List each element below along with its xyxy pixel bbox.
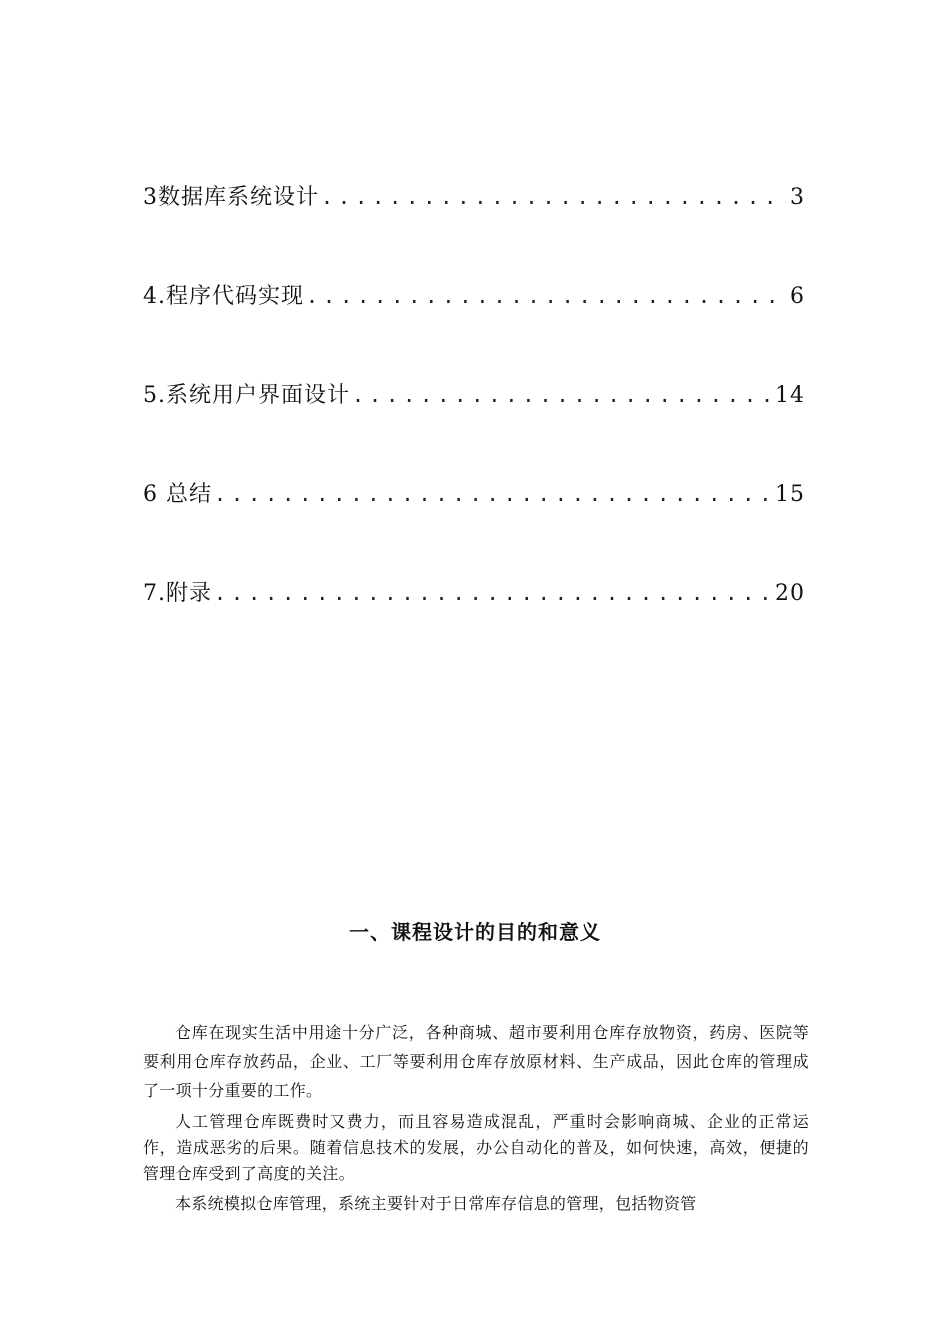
body-text	[143, 1018, 809, 1221]
toc-entry-label: 3数据库系统设计	[143, 185, 319, 210]
body-paragraph: 仓库在现实生活中用途十分广泛，各种商城、超市要利用仓库存放物资，药房、医院等要利用仓库存放药品，企业、工厂等要利用仓库存放原材料、生产成品，因此仓库的管理成了一项十分重要的工作。	[143, 1023, 809, 1100]
toc-dot-leader	[352, 383, 771, 407]
toc-entry-page-number: 3	[790, 185, 805, 210]
toc-entry-page-number: 6	[790, 284, 805, 309]
toc-entry-label: 4.程序代码实现	[143, 284, 304, 309]
toc-entry-page-number: 14	[775, 383, 805, 408]
toc-entry-ui-design[interactable]	[143, 378, 805, 423]
toc-entry-appendix[interactable]	[143, 576, 805, 621]
toc-dot-leader	[214, 482, 771, 506]
toc-dot-leader	[306, 284, 786, 308]
section-heading: 一、课程设计的目的和意义	[349, 920, 601, 944]
toc-entry-label: 7.附录	[143, 581, 212, 606]
toc-dot-leader	[214, 581, 771, 605]
toc-entry-page-number: 20	[775, 581, 805, 606]
toc-entry-database-design[interactable]	[143, 180, 805, 225]
body-paragraph: 本系统模拟仓库管理，系统主要针对于日常库存信息的管理，包括物资管	[175, 1194, 697, 1213]
body-paragraph: 人工管理仓库既费时又费力，而且容易造成混乱，严重时会影响商城、企业的正常运作，造成恶劣的后果。随着信息技术的发展，办公自动化的普及，如何快速，高效，便捷的管理仓库受到了高度的关注。	[143, 1112, 809, 1183]
toc-entry-page-number: 15	[775, 482, 805, 507]
toc-dot-leader	[321, 185, 786, 209]
toc-entry-code-implementation[interactable]	[143, 279, 805, 324]
table-of-contents	[143, 180, 805, 675]
toc-entry-summary[interactable]	[143, 477, 805, 522]
toc-entry-label: 5.系统用户界面设计	[143, 383, 350, 408]
toc-entry-label: 6 总结	[143, 482, 212, 507]
